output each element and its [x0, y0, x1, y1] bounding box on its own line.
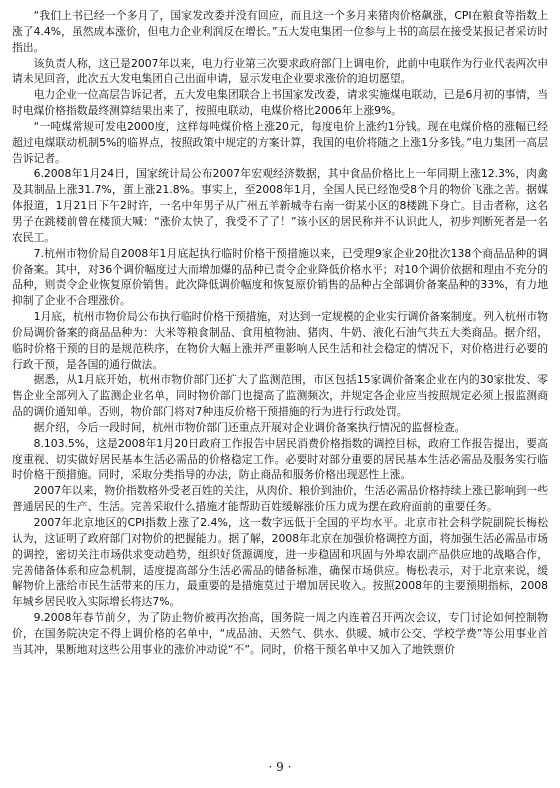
paragraph: 2007年以来，物价指数格外受老百姓的关注，从肉价、粮价到油价，生活必需品价格持续上涨已影响到一些普通居民的生产、生活。完善采取什么措施才能帮助百姓缓解涨价压力成为摆在政府面前的重要任务。	[12, 484, 548, 514]
paragraph: 6.2008年1月24日，国家统计局公布2007年宏观经济数据，其中食品价格比上一年同期上涨12.3%，肉禽及其制品上涨31.7%，蛋上涨21.8%。事实上，至2008年1月，全国人民已经饱受8个月的物价飞涨之苦。据媒体报道，1月21日下午2时许，一名中年男子从广州五羊新城寺右南一街某小区的8楼跳下身亡。目击者称，这名男子在跳楼前曾在楼顶大喊：“涨价太快了，我受不了了！”该小区的居民称并不认识此人，初步判断死者是一名农民工。	[12, 167, 548, 244]
paragraph: 9.2008年春节前夕，为了防止物价被再次抬高，国务院一周之内连着召开两次会议，专门讨论如何控制物价，在国务院决定不得上调价格的名单中，“成品油、天然气、供水、供暖、城市公交、学校学费”等公用事业首当其冲，果断地对这些公用事业的涨价冲动说“不”。同时，价格干预名单中又加入了地铁票价	[12, 611, 548, 656]
paragraph: 8.103.5%，这是2008年1月20日政府工作报告中居民消费价格指数的调控目标，政府工作报告提出，要高度重视、切实做好居民基本生活必需品的价格稳定工作。必要时对部分重要的居民基本生活必需品及服务实行临时价格干预措施。同时，采取分类指导的办法，防止商品和服务价格出现恶性上涨。	[12, 436, 548, 482]
paragraph: “我们上书已经一个多月了，国家发改委并没有回应，而且这一个多月来猪肉价格飙涨，CPI在粮食等指数上涨了4.4%，虽然成本涨价，但电力企业利润反在增长。”五大发电集团一位参与上书的高层在接受某报记者采访时指出。	[12, 9, 548, 54]
paragraph: 该负责人称，这已是2007年以来，电力行业第三次要求政府部门上调电价，此前中电联作为行业代表两次申请未见回音，此次五大发电集团自己出面申请，显示发电企业要求涨价的迫切愿望。	[12, 56, 548, 86]
paragraph: “一吨煤常规可发电2000度，这样每吨煤价格上涨20元，每度电价上涨约1分钱。现在电煤价格的涨幅已经超过电煤联动机制5%的临界点，按照政策中规定的方案计算，我国的电价将随之上涨1分多钱。”电力集团一高层告诉记者。	[12, 119, 548, 165]
paragraph: 电力企业一位高层告诉记者，五大发电集团联合上书国家发改委，请求实施煤电联动，已是6月初的事情，当时电煤价格指数最终测算结果出来了，按照电联动，电煤价格比2006年上涨9%。	[12, 88, 548, 118]
paragraph: 1月底，杭州市物价局公布执行临时价格干预措施，对达到一定规模的企业实行调价备案制度。列入杭州市物价局调价备案的商品品种为：大米等粮食制品、食用植物油、猪肉、牛奶、液化石油气共五大类商品。据介绍，临时价格干预的目的是规范秩序，在物价大幅上涨并严重影响人民生活和社会稳定的情况下，对价格进行必要的行政干预，是各国的通行做法。	[12, 310, 548, 371]
paragraph: 2007年北京地区的CPI指数上涨了2.4%，这一数字远低于全国的平均水平。北京市社会科学院副院长梅松认为，这证明了政府部门对物价的把握能力。据了解，2008年北京在加强价格调控方面，将加强生活必需品市场的调控，密切关注市场供求变动趋势，组织好货源调度，进一步稳固和巩固与外埠农副产品供应地的战略合作，完善储备体系和应急机制，适度提高部分生活必需品的储备标准，确保市场供应。梅松表示，对于北京来说，缓解物价上涨给市民生活带来的压力，最重要的是措施莫过于增加居民收入。按照2008年的主要预期指标，2008年城乡居民收入实际增长将达7%。	[12, 516, 548, 609]
body-text	[12, 8, 548, 748]
paragraph: 7.杭州市物价局自2008年1月底起执行临时价格干预措施以来，已受理9家企业20批次138个商品品种的调价备案。其中，对36个调价幅度过大而增加爆的品种已责令企业降低价格水平；对10个调价依据和理由不充分的品种，则责令企业恢复原价销售。此次降低调价幅度和恢复原价销售的品种占全部调价备案品种的33%，有力地抑制了企业不合理涨价。	[12, 246, 548, 308]
paragraph: 据悉，从1月底开始，杭州市物价部门还扩大了监测范围，市区包括15家调价备案企业在内的30家批发、零售企业全部列入了监测企业名单，同时物价部门也提高了监测频次，并规定各企业应当按照规定必须上报监测商品的调价通知单。否则，物价部门将对7种违反价格干预措施的行为进行行政处罚。	[12, 373, 548, 419]
paragraph: 据介绍，今后一段时间，杭州市物价部门还重点开展对企业调价备案执行情况的监督检查。	[33, 420, 466, 434]
page-number: · 9 ·	[268, 760, 292, 774]
